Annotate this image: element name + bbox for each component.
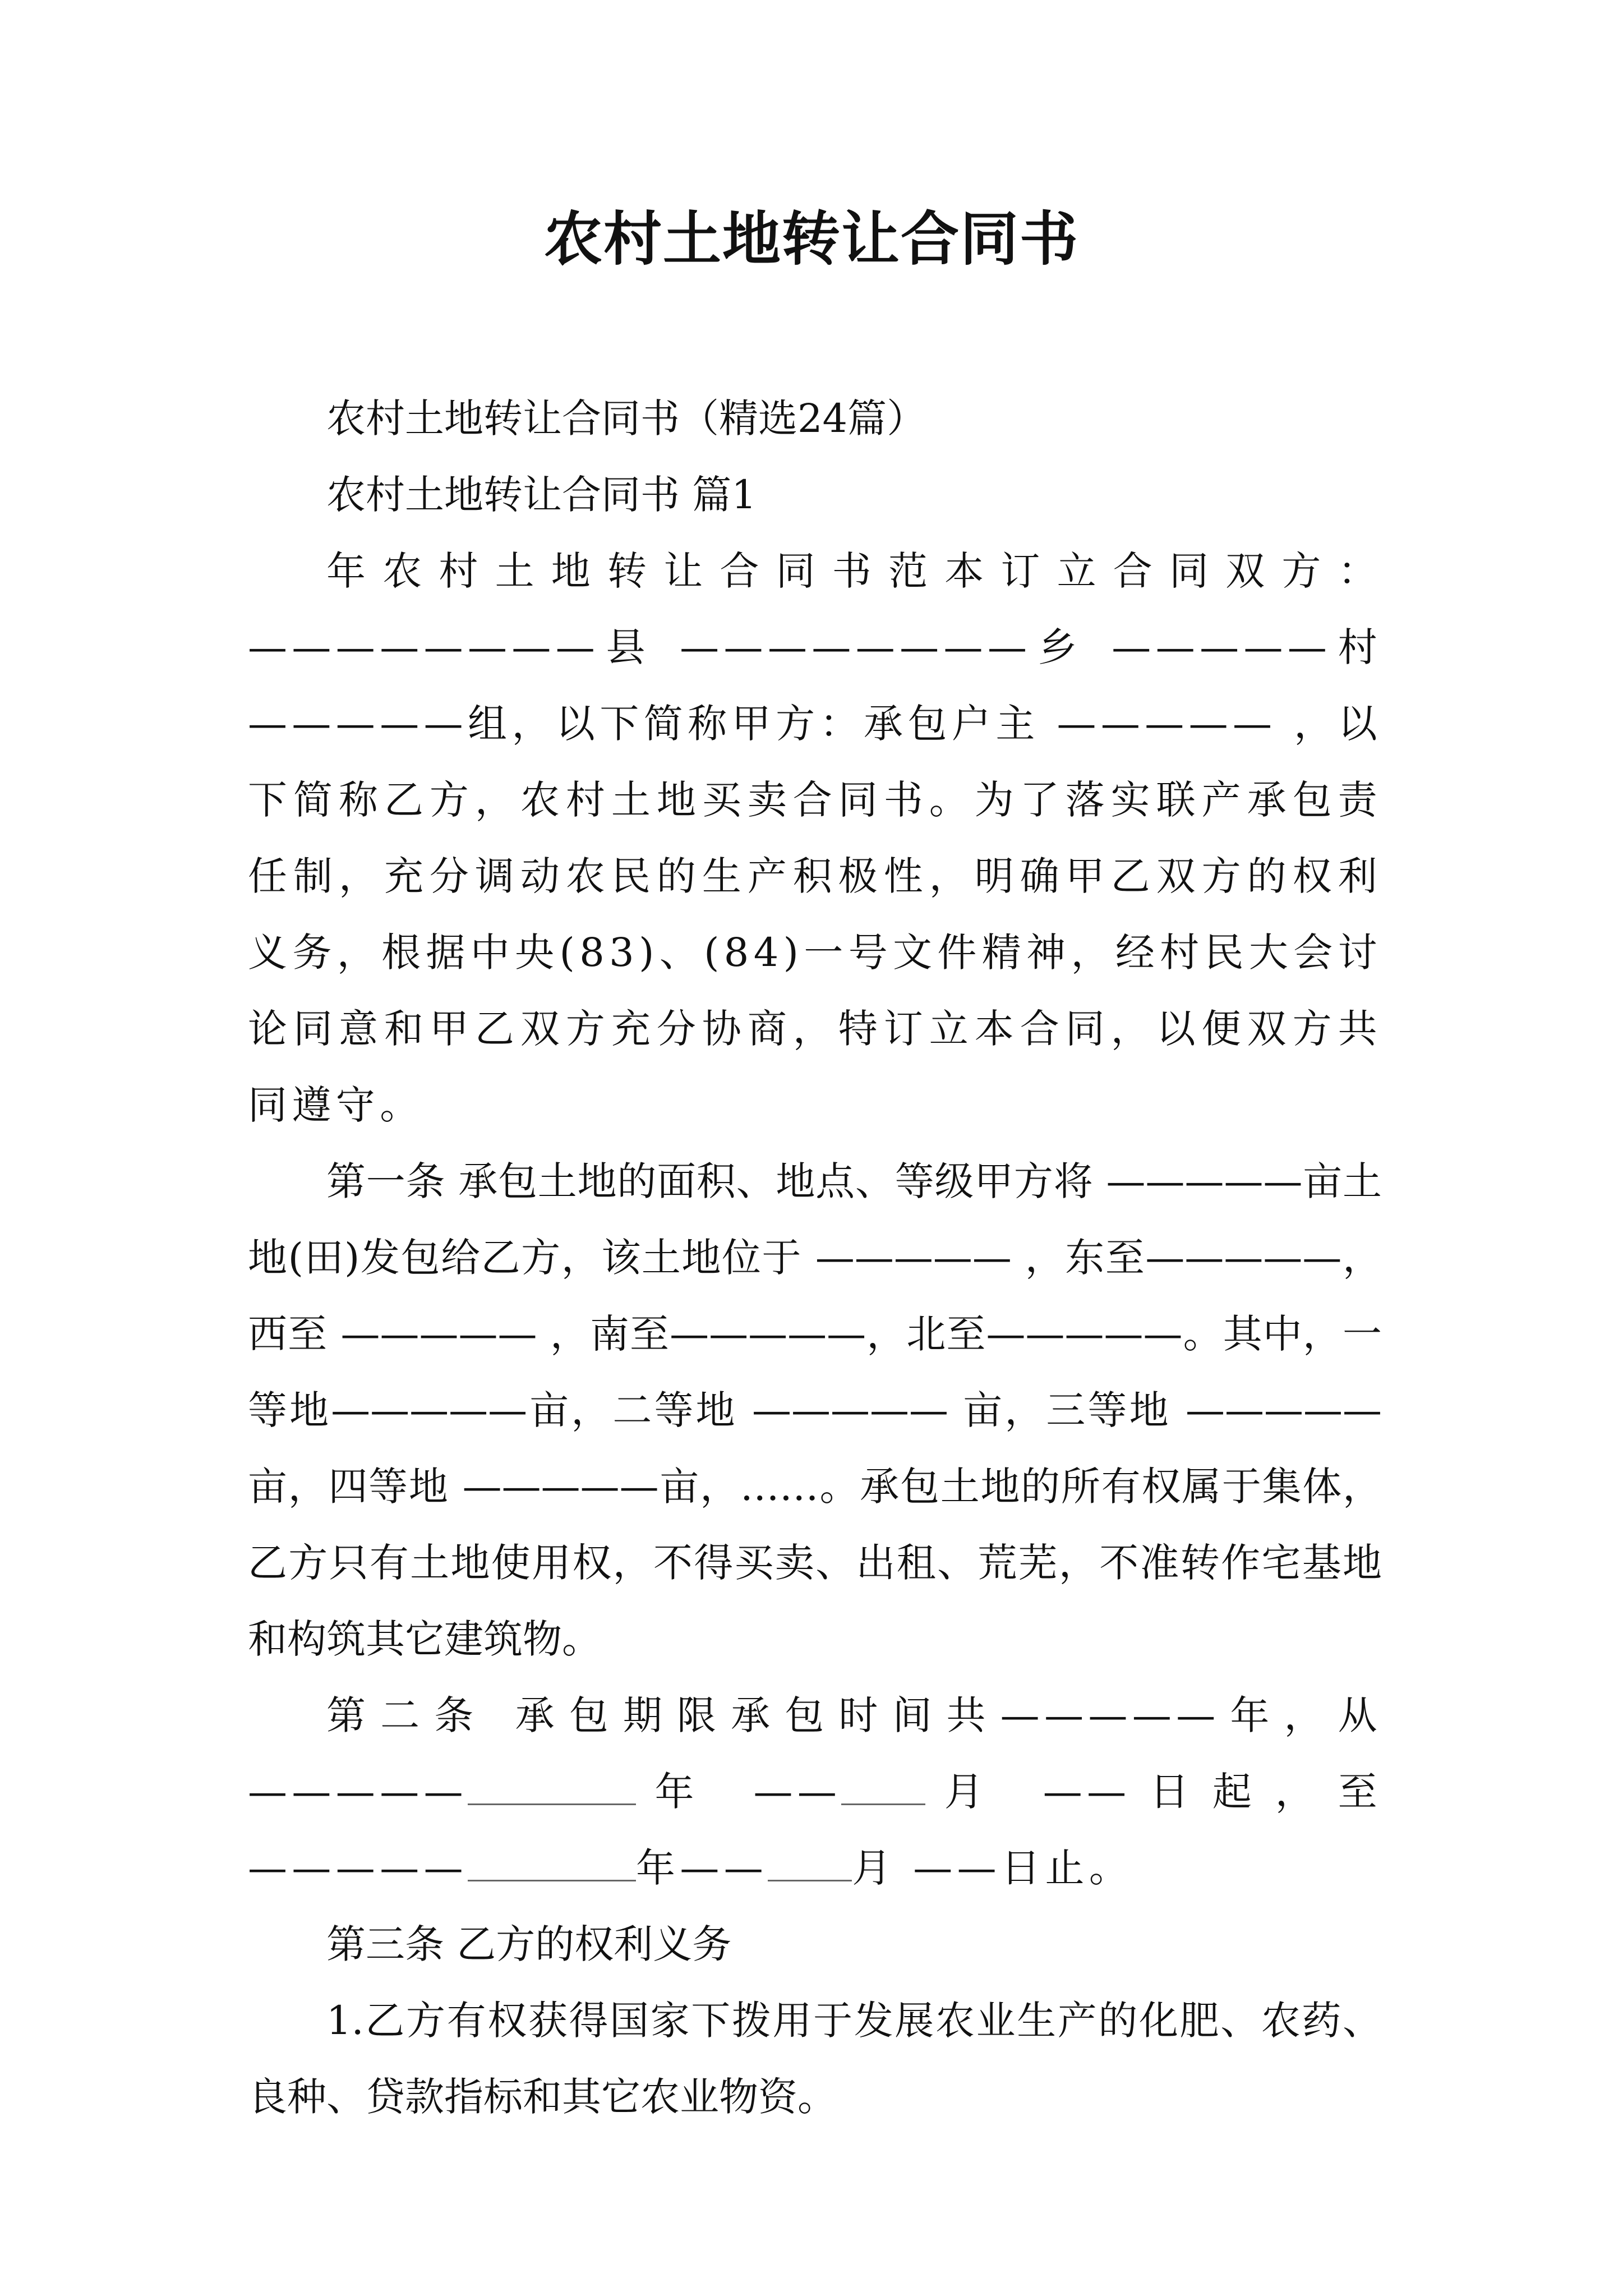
document-title: 农村土地转让合同书 <box>543 204 1079 273</box>
article-2-part-b: 年 —— <box>636 1769 842 1815</box>
article-2-part-c: 月 ——日起，至————— <box>248 1769 1382 1891</box>
paragraph-parties: 年农村土地转让合同书范本订立合同双方：————————县 ————————乡 —————村—————组，以下简称甲方：承包户主 ————— ，以下简称乙方，农村土地买卖合同书。为了落实联产承包责任制，充分调动农民的生产积极性，明确甲乙双方的权利义务，根据中央(83)、(84)一号文件精神，经村民大会讨论同意和甲乙双方充分协商，特订立本合同，以便双方共同遵守。 <box>248 548 1382 1128</box>
paragraph-article-2 <box>248 1677 1382 1906</box>
article-2-part-d: 年—— <box>636 1845 768 1891</box>
article-2-part-a: 第二条 承包期限承包时间共—————年，从————— <box>248 1692 1382 1815</box>
subtitle: 农村土地转让合同书（精选24篇） <box>326 395 926 441</box>
paragraph-article-3-heading: 第三条 乙方的权利义务 <box>326 1921 732 1967</box>
month-blank-end <box>768 1841 852 1881</box>
year-blank-end <box>468 1841 636 1881</box>
paragraph-article-1: 第一条 承包土地的面积、地点、等级甲方将 —————亩土地(田)发包给乙方，该土地位于 ————— ，东至—————， 西至 ————— ，南至—————，北至—————。其中，一等地—————亩，二等地 ————— 亩，三等地 ————— 亩，四等地 —————亩，……。承包土地的所有权属于集体，乙方只有土地使用权，不得买卖、出租、荒芜，不准转作宅基地和构筑其它建筑物。 <box>248 1158 1382 1662</box>
paragraph-article-3-item-1: 1.乙方有权获得国家下拨用于发展农业生产的化肥、农药、良种、贷款指标和其它农业物资。 <box>248 1998 1382 2120</box>
document-body <box>248 380 1382 2135</box>
article-2-part-e: 月 ——日止。 <box>852 1845 1133 1891</box>
year-blank-start <box>468 1764 636 1805</box>
section-heading: 农村土地转让合同书 篇1 <box>326 472 757 518</box>
month-blank-start <box>841 1764 925 1805</box>
